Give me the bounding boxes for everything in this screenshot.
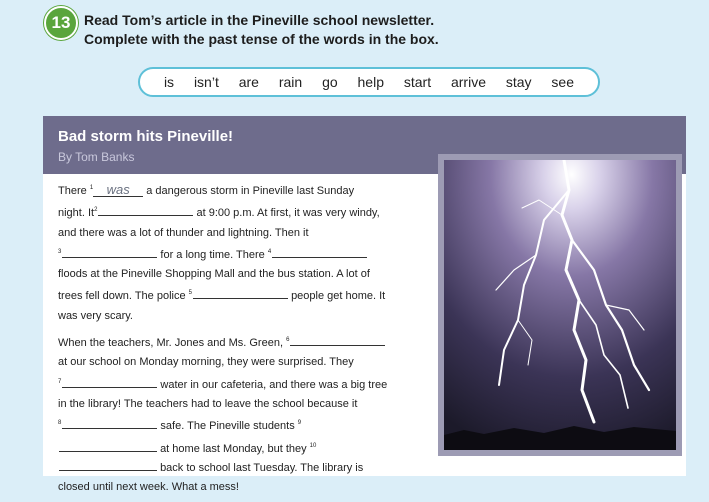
- text: floods at the Pineville Shopping Mall and the bus station. A lot of: [58, 268, 370, 281]
- text: at home last Monday, but they: [160, 442, 307, 455]
- text: a dangerous storm in Pineville last Sunday: [146, 185, 355, 197]
- lightning-photo-frame: [438, 154, 682, 456]
- blank-4[interactable]: [272, 246, 367, 258]
- text: in the library! The teachers had to leave the school because it: [58, 397, 358, 410]
- text: water in our cafeteria, and there was a big tree: [160, 378, 388, 391]
- blank-number: 6: [286, 337, 290, 344]
- text: safe. The Pineville students: [160, 420, 295, 433]
- blank-number: 7: [58, 378, 62, 385]
- text: at our school on Monday morning, they were surprised. They: [58, 356, 354, 369]
- text: and there was a lot of thunder and lightning. Then it: [58, 226, 309, 239]
- blank-6[interactable]: [290, 334, 385, 346]
- blank-number: 2: [94, 207, 98, 214]
- exercise-number: 13: [51, 13, 71, 32]
- blank-5[interactable]: [193, 287, 288, 299]
- blank-number: 3: [58, 248, 62, 255]
- blank-8[interactable]: [62, 417, 157, 429]
- blank-9[interactable]: [59, 440, 157, 452]
- example-answer: was: [93, 183, 143, 197]
- blank-3[interactable]: [62, 246, 157, 258]
- blank-number: 4: [267, 248, 272, 255]
- word-box-item: isn’t: [193, 74, 219, 90]
- word-box-item: start: [403, 74, 432, 90]
- blank-number: 5: [188, 290, 192, 297]
- blank-2[interactable]: [98, 204, 193, 216]
- text: When the teachers, Mr. Jones and Ms. Green,: [58, 337, 283, 350]
- word-box-item: stay: [505, 74, 532, 90]
- instruction-line-2: Complete with the past tense of the words in the box.: [84, 31, 439, 47]
- text: for a long time. There: [160, 248, 265, 261]
- blank-number: 1: [89, 185, 94, 191]
- word-box-item: rain: [278, 74, 303, 90]
- paragraph-2: [58, 331, 410, 497]
- text: people get home. It: [291, 290, 386, 303]
- text: There: [58, 185, 87, 197]
- blank-number: 8: [58, 420, 62, 427]
- word-box-item: are: [238, 74, 259, 90]
- word-box-item: is: [163, 74, 175, 90]
- word-box-item: go: [322, 74, 338, 90]
- blank-7[interactable]: [62, 376, 157, 388]
- word-box-item: see: [551, 74, 574, 90]
- text: at 9:00 p.m. At first, it was very windy,: [196, 207, 380, 220]
- blank-number: 9: [297, 420, 302, 427]
- word-box-item: arrive: [450, 74, 486, 90]
- article-title: Bad storm hits Pineville!: [58, 128, 234, 145]
- text: was very scary.: [58, 309, 133, 322]
- word-box: [138, 67, 600, 97]
- article-body: [58, 179, 410, 502]
- blank-number: 10: [309, 442, 317, 449]
- blank-10[interactable]: [59, 459, 157, 471]
- text: night. It: [58, 207, 95, 220]
- text: closed until next week. What a mess!: [58, 481, 239, 494]
- instruction-line-1: Read Tom’s article in the Pineville school newsletter.: [84, 12, 435, 28]
- newsletter-article-card: [43, 116, 686, 494]
- paragraph-1: [58, 179, 410, 326]
- word-box-item: help: [357, 74, 384, 90]
- text: back to school last Tuesday. The library is: [160, 461, 364, 474]
- exercise-number-badge: [44, 6, 78, 40]
- article-byline: By Tom Banks: [58, 150, 135, 164]
- text: trees fell down. The police: [58, 290, 186, 303]
- instructions: [84, 11, 439, 49]
- lightning-photo: [444, 160, 676, 450]
